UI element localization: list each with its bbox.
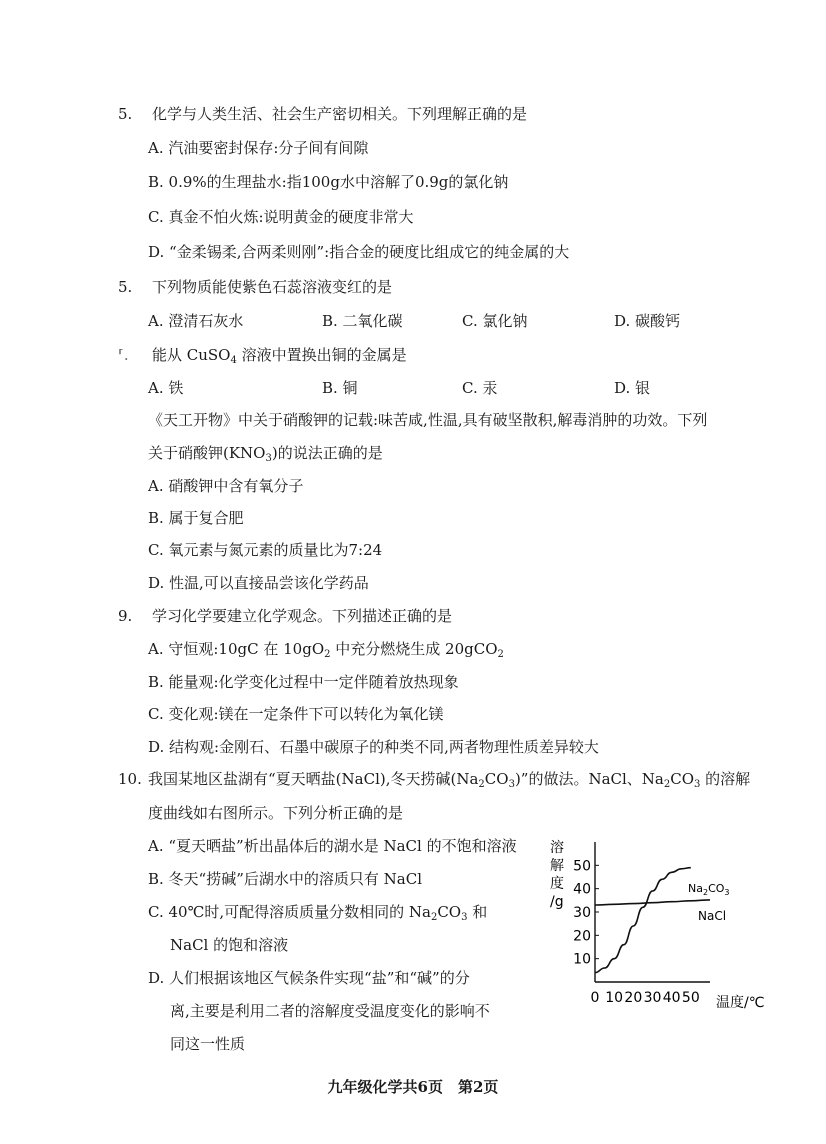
q10-option-d-line3: 同这一性质 xyxy=(170,1035,246,1053)
series-line-na2co3 xyxy=(595,868,691,973)
page-footer: 九年级化学共6页 第2页 xyxy=(327,1078,499,1096)
q8-option-d: D. 性温,可以直接品尝该化学药品 xyxy=(148,574,369,592)
q10-line1-sub3: 2 xyxy=(663,779,671,790)
q5a-option-c: C. 真金不怕火炼:说明黄金的硬度非常大 xyxy=(148,208,414,226)
q9-option-a-mid: 中充分燃烧生成 20gCO xyxy=(330,640,498,658)
q5a-option-b: B. 0.9%的生理盐水:指100g水中溶解了0.9g的氯化钠 xyxy=(148,173,509,191)
q10-line1-post: 的溶解 xyxy=(700,770,751,788)
q5b-option-c: C. 氯化钠 xyxy=(462,312,528,330)
q10-stem-line1 xyxy=(118,769,750,789)
q10-option-d-line2: 离,主要是利用二者的溶解度受温度变化的影响不 xyxy=(170,1002,490,1020)
q7-stem-sub: 4 xyxy=(230,355,237,366)
q9-number: 9. xyxy=(118,607,133,625)
q10-option-a: A. “夏天晒盐”析出晶体后的湖水是 NaCl 的不饱和溶液 xyxy=(148,837,517,855)
q8-option-b: B. 属于复合肥 xyxy=(148,509,244,527)
x-tick-label-50: 50 xyxy=(681,990,700,1006)
q10-line1-sub1: 2 xyxy=(478,779,485,790)
q8-option-c: C. 氧元素与氮元素的质量比为7:24 xyxy=(148,541,383,559)
y-tick-label-10: 10 xyxy=(573,951,591,968)
chart-ylabel-char-3: /g xyxy=(550,894,564,910)
chart-label-na2co3: $Na_2CO_3$ xyxy=(688,882,730,897)
chart-ylabel-char-0: 溶 xyxy=(550,840,564,856)
q8-stem-line1: 《天工开物》中关于硝酸钾的记载:味苦咸,性温,具有破坚散积,解毒消肿的功效。下列 xyxy=(148,411,708,429)
x-tick-label-30: 30 xyxy=(643,990,662,1006)
q5b-option-a: A. 澄清石灰水 xyxy=(148,312,244,330)
solubility-chart xyxy=(540,832,780,1012)
y-tick-label-30: 30 xyxy=(573,905,591,921)
q10-option-d-line1: D. 人们根据该地区气候条件实现“盐”和“碱”的分 xyxy=(148,969,470,987)
q9-stem-line xyxy=(118,606,452,626)
q7-stem-post: 溶液中置换出铜的金属是 xyxy=(236,346,407,364)
q10-option-c-post: 和 xyxy=(467,903,488,921)
q10-option-c-line1 xyxy=(148,902,487,922)
q10-option-b: B. 冬天“捞碱”后湖水中的溶质只有 NaCl xyxy=(148,870,423,888)
q7-option-d: D. 银 xyxy=(614,379,651,397)
q7-option-a: A. 铁 xyxy=(148,379,184,397)
q5b-stem-line xyxy=(118,277,392,297)
q9-option-c: C. 变化观:镁在一定条件下可以转化为氧化镁 xyxy=(148,705,444,723)
q10-option-c-sub2: 3 xyxy=(461,912,468,923)
q10-line1-sub2: 3 xyxy=(508,779,515,790)
x-tick-label-10: 10 xyxy=(605,990,624,1006)
q7-option-b: B. 铜 xyxy=(322,379,358,397)
q10-option-c-line2: NaCl 的饱和溶液 xyxy=(170,936,289,954)
series-line-nacl xyxy=(595,900,710,905)
q5b-option-b: B. 二氧化碳 xyxy=(322,312,403,330)
q9-option-a-sub1: 2 xyxy=(324,649,331,660)
chart-ylabel-char-1: 解 xyxy=(550,858,564,874)
q10-line1-pre: 我国某地区盐湖有“夏天晒盐(NaCl),冬天捞碱(Na xyxy=(148,770,479,788)
q5b-stem: 下列物质能使紫色石蕊溶液变红的是 xyxy=(152,278,393,296)
chart-axes xyxy=(595,842,710,982)
q7-stem-pre: 能从 CuSO xyxy=(152,346,231,364)
q9-stem: 学习化学要建立化学观念。下列描述正确的是 xyxy=(152,607,453,625)
q10-option-c-sub1: 2 xyxy=(430,912,438,923)
q10-line1-sub4: 3 xyxy=(694,779,701,790)
q10-number: 10. xyxy=(118,770,142,788)
q5a-option-d: D. “金柔锡柔,合两柔则刚”:指合金的硬度比组成它的纯金属的大 xyxy=(148,243,570,261)
q10-line1-mid3: CO xyxy=(670,770,695,788)
q8-stem-line2-sub: 3 xyxy=(265,453,272,464)
q5a-stem-line xyxy=(118,104,527,124)
q10-line1-mid2: )”的做法。NaCl、Na xyxy=(514,770,664,788)
q8-stem-line2 xyxy=(148,443,383,463)
q7-option-c: C. 汞 xyxy=(462,379,498,397)
q9-option-d: D. 结构观:金刚石、石墨中碳原子的种类不同,两者物理性质差异较大 xyxy=(148,738,599,756)
q8-stem-line2-pre: 关于硝酸钾(KNO xyxy=(148,444,266,462)
q7-number: ⸢. xyxy=(118,346,129,364)
q7-stem-line xyxy=(118,345,407,365)
chart-label-nacl: NaCl xyxy=(698,909,727,923)
chart-xlabel: 温度/℃ xyxy=(716,995,765,1011)
x-tick-label-40: 40 xyxy=(662,990,681,1006)
q5b-number: 5. xyxy=(118,278,133,296)
q5a-number: 5. xyxy=(118,105,133,123)
q5a-stem: 化学与人类生活、社会生产密切相关。下列理解正确的是 xyxy=(152,105,528,123)
q8-option-a: A. 硝酸钾中含有氧分子 xyxy=(148,477,304,495)
q5b-option-d: D. 碳酸钙 xyxy=(614,312,681,330)
x-tick-label-0: 0 xyxy=(590,990,600,1006)
chart-ylabel-char-2: 度 xyxy=(550,876,564,892)
q10-stem-line2: 度曲线如右图所示。下列分析正确的是 xyxy=(148,804,404,822)
x-tick-label-20: 20 xyxy=(624,990,643,1006)
y-tick-label-40: 40 xyxy=(573,881,591,898)
q9-option-b: B. 能量观:化学变化过程中一定伴随着放热现象 xyxy=(148,673,459,691)
q5a-option-a: A. 汽油要密封保存:分子间有间隙 xyxy=(148,139,369,157)
y-tick-label-50: 50 xyxy=(573,858,591,875)
q8-stem-line2-post: )的说法正确的是 xyxy=(271,444,383,462)
y-tick-label-20: 20 xyxy=(573,928,591,945)
q9-option-a xyxy=(148,639,504,659)
q9-option-a-sub2: 2 xyxy=(497,649,504,660)
q10-option-c-pre: C. 40℃时,可配得溶质质量分数相同的 Na xyxy=(148,903,431,921)
q9-option-a-pre: A. 守恒观:10gC 在 10gO xyxy=(148,640,325,658)
q10-line1-mid: CO xyxy=(484,770,509,788)
q10-option-c-mid: CO xyxy=(437,903,462,921)
